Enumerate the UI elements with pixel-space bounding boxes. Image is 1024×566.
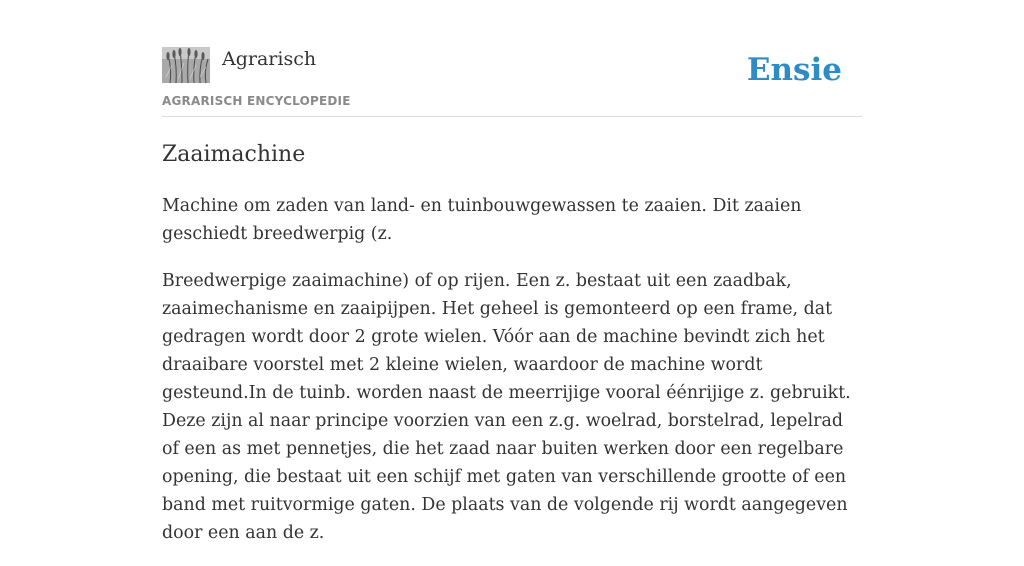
article-paragraph: Machine om zaden van land- en tuinbouwgewassen te zaaien. Dit zaaien geschiedt breedwerpig (z. — [162, 196, 802, 244]
article-body — [162, 192, 862, 566]
site-header — [162, 44, 862, 117]
page-title: Zaaimachine — [162, 142, 306, 167]
ensie-brand-link[interactable]: Ensie — [746, 52, 842, 88]
site-subtitle: AGRARISCH ENCYCLOPEDIE — [162, 94, 351, 108]
site-name[interactable]: Agrarisch — [222, 48, 317, 70]
article-paragraph: Breedwerpige zaaimachine) of op rijen. Een z. bestaat uit een zaadbak, zaaimechanisme en zaaipijpen. Het geheel is gemonteerd op een frame, dat gedragen wordt door 2 grote wielen. Vóór aan de machine bevindt zich het draaibare voorstel met 2 kleine wielen, waardoor de machine wordt gesteund.In de tuinb. worden naast de meerrijige vooral éénrijige z. gebruikt. Deze zijn al naar principe voorzien van een z.g. woelrad, borstelrad, lepelrad of een as met pennetjes, die het zaad naar buiten werken door een regelbare opening, die bestaat uit een schijf met gaten van verschillende grootte of een band met ruitvormige gaten. De plaats van de volgende rij wordt aangegeven door een aan de z. — [162, 271, 851, 543]
wheat-logo-icon[interactable] — [162, 47, 210, 83]
